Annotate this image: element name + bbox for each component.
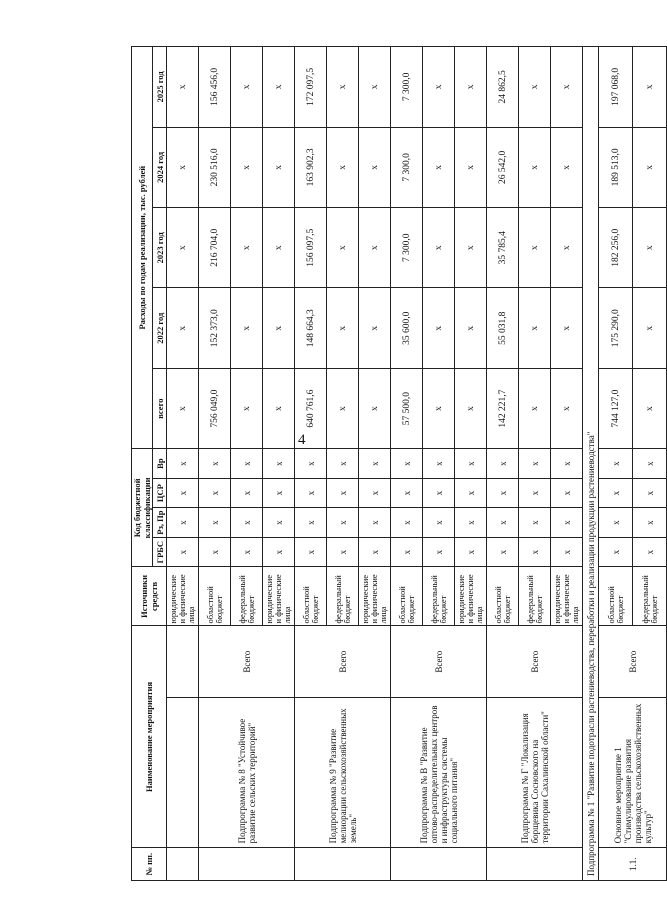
cell-value: х: [551, 47, 583, 128]
measure-no: 1.1.: [599, 848, 667, 881]
cell-value: х: [455, 368, 487, 448]
cell-value: 172 097,5: [295, 47, 327, 128]
cell-value: 216 704,0: [199, 208, 231, 288]
cell-code: х: [423, 449, 455, 479]
cell-value: х: [455, 288, 487, 368]
cell-code: х: [633, 537, 667, 567]
cell-value: 175 290,0: [599, 288, 633, 368]
cell-value: х: [423, 47, 455, 128]
cell-code: х: [199, 478, 231, 508]
row-source: юридические и физические лица: [551, 567, 583, 626]
table-row: [199, 47, 231, 881]
header-codes-group: Код бюджетной классификации: [132, 449, 153, 567]
cell-value: х: [327, 127, 359, 207]
subprogram-9-name: Подпрограмма № 9 "Развитие мелиорации сельскохозяйственных земель": [295, 697, 391, 848]
table-row: [391, 47, 423, 881]
cell-value: х: [231, 47, 263, 128]
header-no: № пп.: [132, 848, 167, 881]
cell-code: х: [599, 537, 633, 567]
row-source: юридические и физические лица: [359, 567, 391, 626]
cell-value: х: [327, 208, 359, 288]
cell-value: х: [423, 208, 455, 288]
cell-value: х: [327, 47, 359, 128]
page-number: 4: [298, 432, 306, 448]
row-source: областной бюджет: [295, 567, 327, 626]
row-source: юридические и физические лица: [167, 567, 199, 626]
cell-code: х: [231, 478, 263, 508]
cell-value: х: [519, 288, 551, 368]
cell-code: х: [295, 449, 327, 479]
row-source: областной бюджет: [487, 567, 519, 626]
cell-value: 148 664,3: [295, 288, 327, 368]
subprogram-g-name: Подпрограмма № Г "Локализация борщевика Сосновского на территории Сахалинской области": [487, 697, 583, 848]
cell-value: 142 221,7: [487, 368, 519, 448]
subprogram-8-name: Подпрограмма № 8 "Устойчивое развитие сельских территорий": [199, 697, 295, 848]
cell-code: х: [423, 537, 455, 567]
row-no: [295, 848, 391, 881]
section-title: Подпрограмма № 1 "Развитие подотрасли растениеводства, переработки и реализации продукции растениеводства": [583, 47, 599, 881]
cell-code: х: [391, 537, 423, 567]
cell-value: 7 300,0: [391, 127, 423, 207]
cell-value: х: [455, 47, 487, 128]
table-row: [599, 47, 633, 881]
cell-value: х: [359, 368, 391, 448]
cell-value: 7 300,0: [391, 208, 423, 288]
cell-code: х: [633, 449, 667, 479]
cell-value: х: [327, 288, 359, 368]
cell-code: х: [599, 478, 633, 508]
row-total: [167, 626, 199, 697]
table-row: [487, 47, 519, 881]
cell-value: х: [423, 127, 455, 207]
cell-code: х: [423, 508, 455, 538]
header-name: Наименование мероприятия: [132, 626, 167, 848]
cell-code: х: [359, 449, 391, 479]
cell-value: 756 049,0: [199, 368, 231, 448]
cell-code: х: [455, 478, 487, 508]
cell-value: 197 068,0: [599, 47, 633, 128]
header-code-rzpr: Рз, Пр: [153, 508, 167, 538]
cell-code: х: [455, 537, 487, 567]
cell-value: 156 097,5: [295, 208, 327, 288]
cell-value: х: [231, 208, 263, 288]
cell-value: х: [327, 368, 359, 448]
row-source: федеральный бюджет: [327, 567, 359, 626]
row-total: Всего: [599, 626, 667, 697]
row-source: юридические и физические лица: [455, 567, 487, 626]
cell-value: х: [423, 368, 455, 448]
budget-table-sheet: [131, 46, 659, 881]
budget-table: [131, 46, 667, 881]
cell-code: х: [263, 478, 295, 508]
cell-value: х: [423, 288, 455, 368]
cell-value: х: [359, 288, 391, 368]
cell-code: х: [231, 449, 263, 479]
cell-code: х: [391, 478, 423, 508]
cell-value: х: [231, 127, 263, 207]
cell-value: 182 256,0: [599, 208, 633, 288]
cell-value: х: [519, 47, 551, 128]
cell-code: х: [263, 508, 295, 538]
cell-value: 35 785,4: [487, 208, 519, 288]
cell-value: 156 456,0: [199, 47, 231, 128]
cell-code: х: [633, 478, 667, 508]
cell-value: х: [519, 127, 551, 207]
cell-value: х: [167, 288, 199, 368]
cell-code: х: [391, 508, 423, 538]
cell-value: х: [633, 47, 667, 128]
row-source: федеральный бюджет: [633, 567, 667, 626]
cell-value: х: [633, 208, 667, 288]
row-no: [487, 848, 583, 881]
cell-value: х: [633, 288, 667, 368]
cell-value: х: [263, 368, 295, 448]
cell-code: х: [519, 478, 551, 508]
cell-value: х: [231, 288, 263, 368]
header-expense-total: всего: [153, 368, 167, 448]
cell-value: 55 031,8: [487, 288, 519, 368]
cell-value: х: [359, 208, 391, 288]
cell-code: х: [359, 537, 391, 567]
cell-value: х: [263, 47, 295, 128]
header-code-csr: ЦСР: [153, 478, 167, 508]
cell-code: х: [633, 508, 667, 538]
cell-code: х: [487, 478, 519, 508]
cell-code: х: [295, 508, 327, 538]
cell-value: 26 542,0: [487, 127, 519, 207]
cell-code: х: [551, 478, 583, 508]
cell-value: 152 373,0: [199, 288, 231, 368]
row-no: [199, 848, 295, 881]
cell-value: х: [519, 208, 551, 288]
row-source: юридические и физические лица: [263, 567, 295, 626]
cell-value: х: [263, 208, 295, 288]
cell-value: 57 500,0: [391, 368, 423, 448]
cell-code: х: [551, 449, 583, 479]
cell-code: х: [295, 478, 327, 508]
row-source: федеральный бюджет: [231, 567, 263, 626]
cell-value: х: [231, 368, 263, 448]
cell-code: х: [599, 508, 633, 538]
cell-code: х: [391, 449, 423, 479]
cell-value: 744 127,0: [599, 368, 633, 448]
table-row: [295, 47, 327, 881]
cell-code: х: [167, 478, 199, 508]
cell-code: х: [199, 508, 231, 538]
cell-code: х: [455, 449, 487, 479]
cell-value: х: [551, 208, 583, 288]
row-total: Всего: [295, 626, 391, 697]
cell-value: х: [263, 288, 295, 368]
cell-code: х: [263, 537, 295, 567]
cell-code: х: [327, 449, 359, 479]
header-expense-2023: 2023 год: [153, 208, 167, 288]
cell-code: х: [519, 508, 551, 538]
cell-value: х: [167, 127, 199, 207]
subprogram-v-name: Подпрограмма № В "Развитие оптово-распределительных центров и инфраструктуры системы социального питания": [391, 697, 487, 848]
cell-value: х: [633, 127, 667, 207]
cell-value: 35 600,0: [391, 288, 423, 368]
row-total: Всего: [199, 626, 295, 697]
cell-value: х: [359, 127, 391, 207]
cell-code: х: [487, 537, 519, 567]
cell-code: х: [599, 449, 633, 479]
header-expense-2022: 2022 год: [153, 288, 167, 368]
cell-value: 640 761,6: [295, 368, 327, 448]
cell-value: х: [551, 288, 583, 368]
row-no: [167, 848, 199, 881]
cell-code: х: [199, 537, 231, 567]
cell-value: 163 902,3: [295, 127, 327, 207]
cell-value: х: [359, 47, 391, 128]
row-source: федеральный бюджет: [423, 567, 455, 626]
cell-code: х: [199, 449, 231, 479]
cell-code: х: [327, 537, 359, 567]
cell-code: х: [519, 537, 551, 567]
cell-code: х: [295, 537, 327, 567]
cell-code: х: [487, 508, 519, 538]
header-row-1: [132, 47, 153, 881]
cell-value: х: [633, 368, 667, 448]
measure-name: Основное мероприятие 1 "Стимулирование развития производства сельскохозяйственных культур": [599, 697, 667, 848]
header-expense-2025: 2025 год: [153, 47, 167, 128]
cell-code: х: [231, 537, 263, 567]
cell-value: х: [519, 368, 551, 448]
header-code-grbs: ГРБС: [153, 537, 167, 567]
row-no: [391, 848, 487, 881]
row-source: областной бюджет: [391, 567, 423, 626]
row-source: областной бюджет: [599, 567, 633, 626]
cell-value: х: [263, 127, 295, 207]
cell-value: х: [167, 368, 199, 448]
header-sources: Источники средств: [132, 567, 167, 626]
cell-value: х: [551, 127, 583, 207]
cell-code: х: [455, 508, 487, 538]
cell-value: х: [455, 127, 487, 207]
row-source: областной бюджет: [199, 567, 231, 626]
header-expense-2024: 2024 год: [153, 127, 167, 207]
cell-code: х: [167, 537, 199, 567]
cell-value: х: [167, 208, 199, 288]
cell-value: 24 862,5: [487, 47, 519, 128]
header-code-vr: Вр: [153, 449, 167, 479]
cell-code: х: [167, 508, 199, 538]
cell-code: х: [327, 478, 359, 508]
row-total: Всего: [487, 626, 583, 697]
table-row: [167, 47, 199, 881]
cell-code: х: [551, 537, 583, 567]
header-expenses-group: Расходы по годам реализации, тыс. рублей: [132, 47, 153, 449]
cell-code: х: [231, 508, 263, 538]
section-row: [583, 47, 599, 881]
cell-code: х: [423, 478, 455, 508]
cell-value: 189 513,0: [599, 127, 633, 207]
row-total: Всего: [391, 626, 487, 697]
cell-code: х: [359, 508, 391, 538]
cell-code: х: [519, 449, 551, 479]
cell-value: 7 300,0: [391, 47, 423, 128]
cell-code: х: [487, 449, 519, 479]
cell-value: х: [167, 47, 199, 128]
row-source: федеральный бюджет: [519, 567, 551, 626]
cell-code: х: [327, 508, 359, 538]
cell-value: х: [455, 208, 487, 288]
row-name: [167, 697, 199, 848]
cell-value: 230 516,0: [199, 127, 231, 207]
cell-code: х: [551, 508, 583, 538]
cell-code: х: [167, 449, 199, 479]
cell-code: х: [263, 449, 295, 479]
cell-code: х: [359, 478, 391, 508]
cell-value: х: [551, 368, 583, 448]
